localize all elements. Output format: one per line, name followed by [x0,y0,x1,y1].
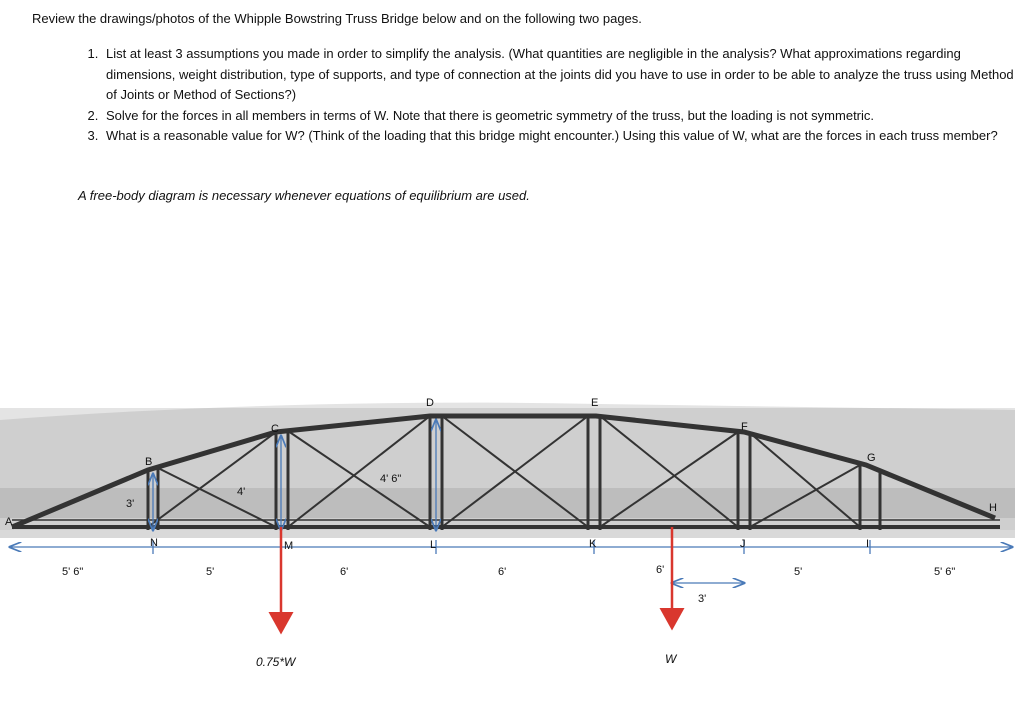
span-label-ml: 6' [340,566,349,578]
truss-figure [0,380,1025,718]
joint-label-b: B [145,456,153,468]
span-label-ji: 5' [794,566,803,578]
joint-label-i: I [866,538,870,550]
fbd-note: A free-body diagram is necessary whenever equations of equilibrium are used. [78,188,530,203]
load-label-w: W [665,652,677,666]
joint-label-d: D [426,397,434,409]
height-label-c: 4' [237,486,246,498]
span-label-ih: 5' 6" [934,566,956,578]
joint-label-j: J [740,538,746,550]
joint-label-c: C [271,423,279,435]
intro-text: Review the drawings/photos of the Whipple Bowstring Truss Bridge below and on the following two pages. [32,11,642,26]
joint-label-g: G [867,452,876,464]
joint-label-l: L [430,539,437,551]
joint-label-n: N [150,537,158,549]
joint-label-f: F [741,421,748,433]
task-item: 2. Solve for the forces in all members in terms of W. Note that there is geometric symmetry of the truss, but the loading is not symmetric. [102,106,1022,127]
span-label-nm: 5' [206,566,215,578]
load-arrows [281,527,672,632]
span-label-an: 5' 6" [62,566,84,578]
load-label-m: 0.75*W [256,655,296,669]
span-label-kj: 6' [656,564,665,576]
offset-label: 3' [698,593,707,605]
task-item: 1. List at least 3 assumptions you made in order to simplify the analysis. (What quantities are negligible in the analysis? What approximations regarding dimensions, weight distribution, type of supports, and type of connection at the joints did you have to use in order to be able to analyze the truss using Method of Joints or Method of Sections?) [102,44,1022,106]
height-label-b: 3' [126,498,135,510]
height-label-d: 4' 6" [380,473,402,485]
joint-label-k: K [589,538,597,550]
span-dimension [10,540,1012,583]
joint-label-h: H [989,502,997,514]
span-label-lk: 6' [498,566,507,578]
joint-label-m: M [284,540,294,552]
joint-label-e: E [591,397,599,409]
joint-label-a: A [5,516,13,528]
task-list [74,44,1022,147]
task-item: 3. What is a reasonable value for W? (Think of the loading that this bridge might encounter.) Using this value of W, what are the forces in each truss member? [102,126,1022,147]
